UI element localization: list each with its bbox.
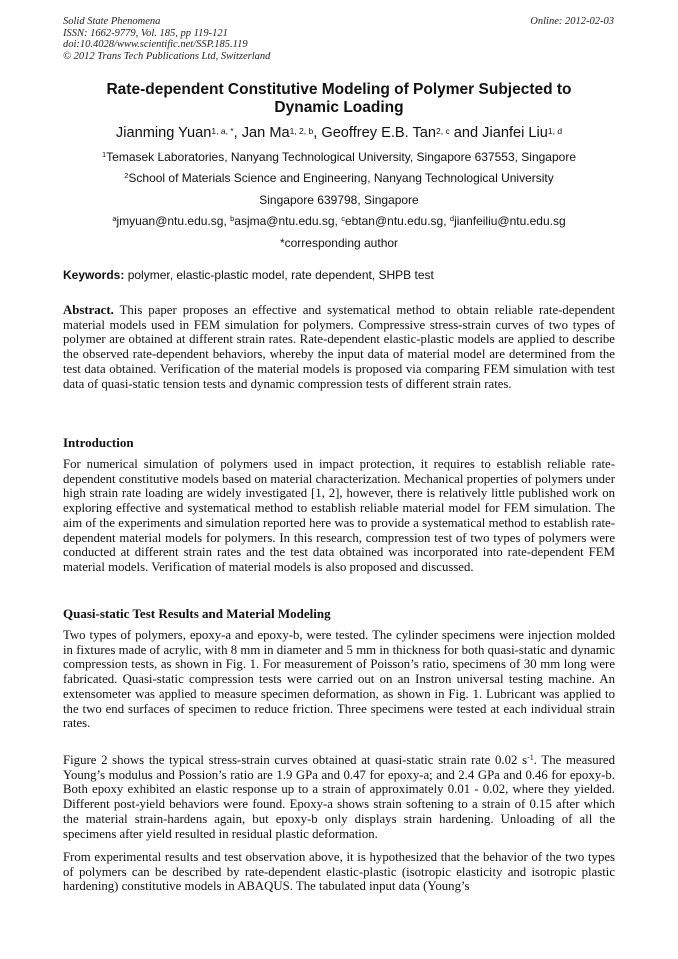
introduction-paragraph: For numerical simulation of polymers used in impact protection, it requires to establish reliable rate-dependent constitutive models based on material characterization. Mechanical properties of polymers under high strain rate loading are widely investigated [1, 2], however, there is relatively little published work on exploring effective and systematical method to establish reliable material model for FEM simulation. The aim of the experiments and simulation reported here was to provide a systematical method to establish rate-dependent material models for polymers. In this research, compression test of two types of polymers were conducted at different strain rates and the test data obtained was incorporated into rate-dependent FEM material models. Verification of material models is also proposed and discussed. [63,457,615,574]
author-affiliation-marker: 1, d [547,126,563,136]
author-name: Geoffrey E.B. Tan [321,125,436,141]
doi-line: doi:10.4028/www.scientific.net/SSP.185.119 [63,39,248,51]
paper-title [63,81,615,117]
online-date: Online: 2012-02-03 [530,16,614,27]
abstract [63,303,615,391]
section-heading-introduction: Introduction [63,435,134,450]
title-line-1: Rate-dependent Constitutive Modeling of Polymer Subjected to [106,81,572,98]
email-separator: , [223,214,231,228]
email-marker: c [341,214,345,223]
affiliation-text: School of Materials Science and Engineering, Nanyang Technological University [128,171,554,185]
affiliation-text: Temasek Laboratories, Nanyang Technological University, Singapore 637553, Singapore [106,150,577,164]
email-marker: b [230,214,235,223]
author-list [40,124,638,142]
email-separator: , [443,214,450,228]
keywords-text: polymer, elastic-plastic model, rate dependent, SHPB test [124,268,434,282]
author-affiliation-marker: 2, c [436,126,450,136]
abstract-text: This paper proposes an effective and systematical method to obtain reliable rate-dependent material models used in FEM simulation for polymers. Compressive stress-strain curves of two types of polymer are obtained at different strain rates. Rate-dependent elastic-plastic models are applied to describe the observed rate-dependent behaviors, whereby the input data of material model are determined from the test data obtained. Verification of the material models is proposed via comparing FEM simulation with test data of quasi-static tension tests and dynamic compression tests of different strain rates. [63,303,615,391]
author-separator: , [313,125,322,141]
journal-name: Solid State Phenomena [63,16,161,27]
affiliation-1 [40,150,638,164]
email-address[interactable]: jianfeiliu@ntu.edu.sg [454,214,566,228]
abstract-label: Abstract. [63,303,114,317]
affiliation-number: 2 [124,171,129,180]
section-heading-quasi-static: Quasi-static Test Results and Material Modeling [63,606,331,621]
paragraph-text: Figure 2 shows the typical stress-strain curves obtained at quasi-static strain rate 0.02 s [63,753,528,767]
email-address[interactable]: jmyuan@ntu.edu.sg [116,214,224,228]
author-name: Jianming Yuan [115,125,212,141]
affiliation-2-line-2: Singapore 639798, Singapore [259,193,419,207]
email-list [40,214,638,228]
journal-header [63,16,270,62]
paragraph-text: . The measured Young’s modulus and Possion’s ratio are 1.9 GPa and 0.47 for epoxy-a; and 2.4 GPa and 0.46 for epoxy-b. Both epoxy exhibited an elastic response up to a strain of approximately 0.01 - 0.02, where they yielded. Different post-yield behaviors were found. Epoxy-a shows strain softening to a strain of 0.15 after which the material strain-hardens again, but epoxy-b only displays strain hardening. Unloading of all the specimens after yield resulted in residual plastic deformation. [63,753,615,841]
email-marker: a [112,214,117,223]
corresponding-author-note: *corresponding author [279,236,399,250]
author-affiliation-marker: 1, 2, b [289,126,314,136]
author-name: Jan Ma [241,125,290,141]
affiliation-number: 1 [101,150,107,159]
author-affiliation-marker: 1, a, * [211,126,234,136]
quasi-static-paragraph-2 [63,753,615,841]
email-address[interactable]: ebtan@ntu.edu.sg [344,214,444,228]
email-marker: d [449,214,455,223]
author-name: Jianfei Liu [482,125,548,141]
affiliation-2 [40,171,638,185]
email-address[interactable]: asjma@ntu.edu.sg [234,214,335,228]
quasi-static-paragraph-3: From experimental results and test observation above, it is hypothesized that the behavior of the two types of polymers can be described by rate-dependent elastic-plastic (isotropic elasticity and isotropic plastic hardening) constitutive models in ABAQUS. The tabulated input data (Young’s [63,850,615,894]
author-separator: , [233,125,242,141]
author-separator: and [449,125,483,141]
keywords-label: Keywords: [63,268,125,282]
title-line-2: Dynamic Loading [274,99,404,116]
email-separator: , [334,214,342,228]
issn-line: ISSN: 1662-9779, Vol. 185, pp 119-121 [63,27,228,39]
superscript: -1 [527,753,534,762]
quasi-static-paragraph-1: Two types of polymers, epoxy-a and epoxy-b, were tested. The cylinder specimens were injection molded in fixtures made of acrylic, with 8 mm in diameter and 5 mm in thickness for both quasi-static and dynamic compression tests, as shown in Fig. 1. For measurement of Poisson’s ratio, specimens of 30 mm long were fabricated. Quasi-static compression tests were carried out on an Instron universal testing machine. An extensometer was applied to measure specimen deformation, as shown in Fig. 1. Lubricant was applied to the two end surfaces of specimen to reduce friction. Three specimens were tested at each individual strain rates. [63,628,615,731]
keywords [63,268,434,282]
copyright-line: © 2012 Trans Tech Publications Ltd, Switzerland [63,50,271,62]
